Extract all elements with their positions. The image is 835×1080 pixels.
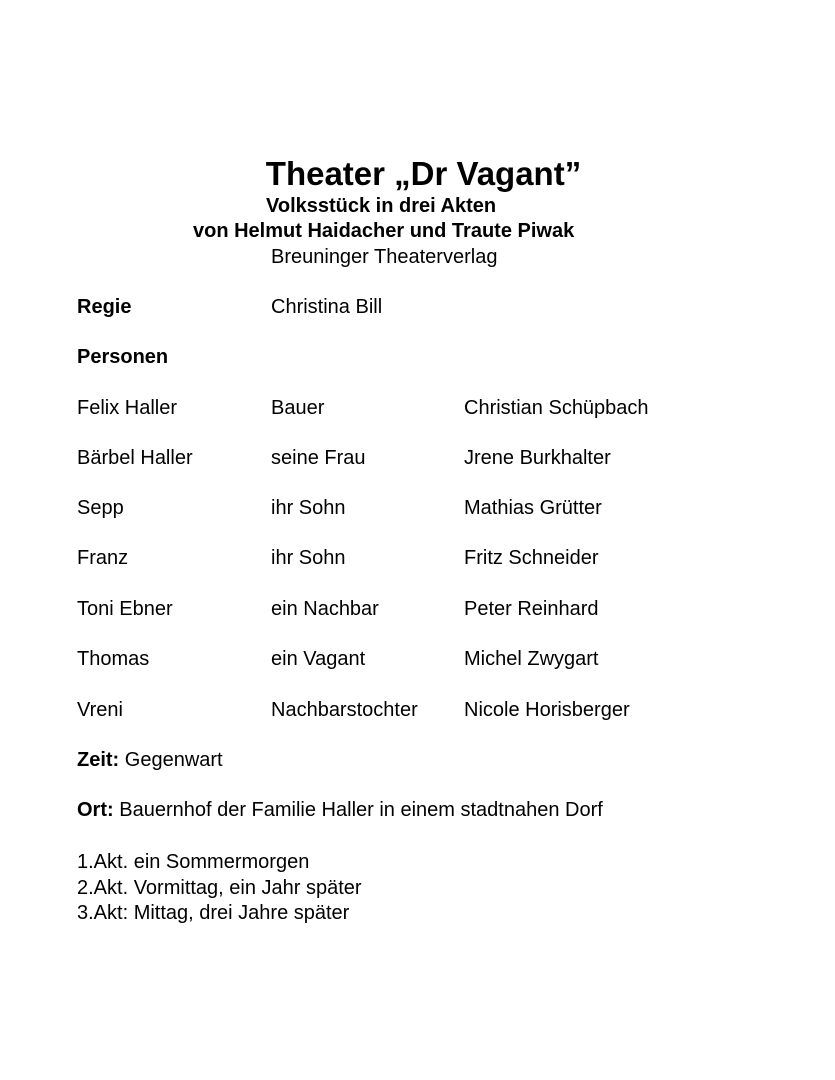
actor-name: Jrene Burkhalter	[464, 447, 611, 469]
actor-name: Mathias Grütter	[464, 497, 602, 519]
time-line	[77, 749, 223, 772]
place-label: Ort:	[77, 799, 114, 821]
character-name: Toni Ebner	[77, 598, 173, 620]
director-name: Christina Bill	[271, 296, 383, 318]
character-role: Bauer	[271, 397, 325, 419]
actor-name: Christian Schüpbach	[464, 397, 649, 419]
acts-list	[77, 850, 362, 927]
character-role: ein Vagant	[271, 648, 366, 670]
act-item: 3.Akt: Mittag, drei Jahre später	[77, 902, 350, 924]
actor-name: Nicole Horisberger	[464, 699, 630, 721]
character-role: Nachbarstochter	[271, 699, 418, 721]
character-name: Sepp	[77, 497, 124, 519]
character-name: Felix Haller	[77, 397, 178, 419]
actor-name: Michel Zwygart	[464, 648, 599, 670]
time-label: Zeit:	[77, 749, 120, 771]
character-role: ein Nachbar	[271, 598, 379, 620]
play-authors: von Helmut Haidacher und Traute Piwak	[193, 220, 575, 242]
actor-name: Fritz Schneider	[464, 547, 599, 569]
character-role: ihr Sohn	[271, 547, 346, 569]
time-value: Gegenwart	[124, 749, 223, 771]
act-item: 2.Akt. Vormittag, ein Jahr später	[77, 876, 362, 899]
place-value: Bauernhof der Familie Haller in einem stadtnahen Dorf	[119, 799, 603, 821]
director-label: Regie	[77, 296, 132, 318]
character-name: Vreni	[77, 699, 123, 721]
play-publisher: Breuninger Theaterverlag	[271, 246, 498, 268]
play-title: Theater „Dr Vagant”	[265, 155, 582, 192]
character-role: seine Frau	[271, 447, 366, 469]
character-name: Franz	[77, 547, 129, 569]
act-item: 1.Akt. ein Sommermorgen	[77, 851, 310, 873]
character-role: ihr Sohn	[271, 497, 346, 519]
character-name: Thomas	[77, 648, 150, 670]
place-line	[77, 799, 603, 822]
actor-name: Peter Reinhard	[464, 598, 599, 620]
character-name: Bärbel Haller	[77, 447, 193, 469]
cast-label: Personen	[77, 346, 169, 368]
play-subtitle: Volksstück in drei Akten	[266, 195, 497, 217]
